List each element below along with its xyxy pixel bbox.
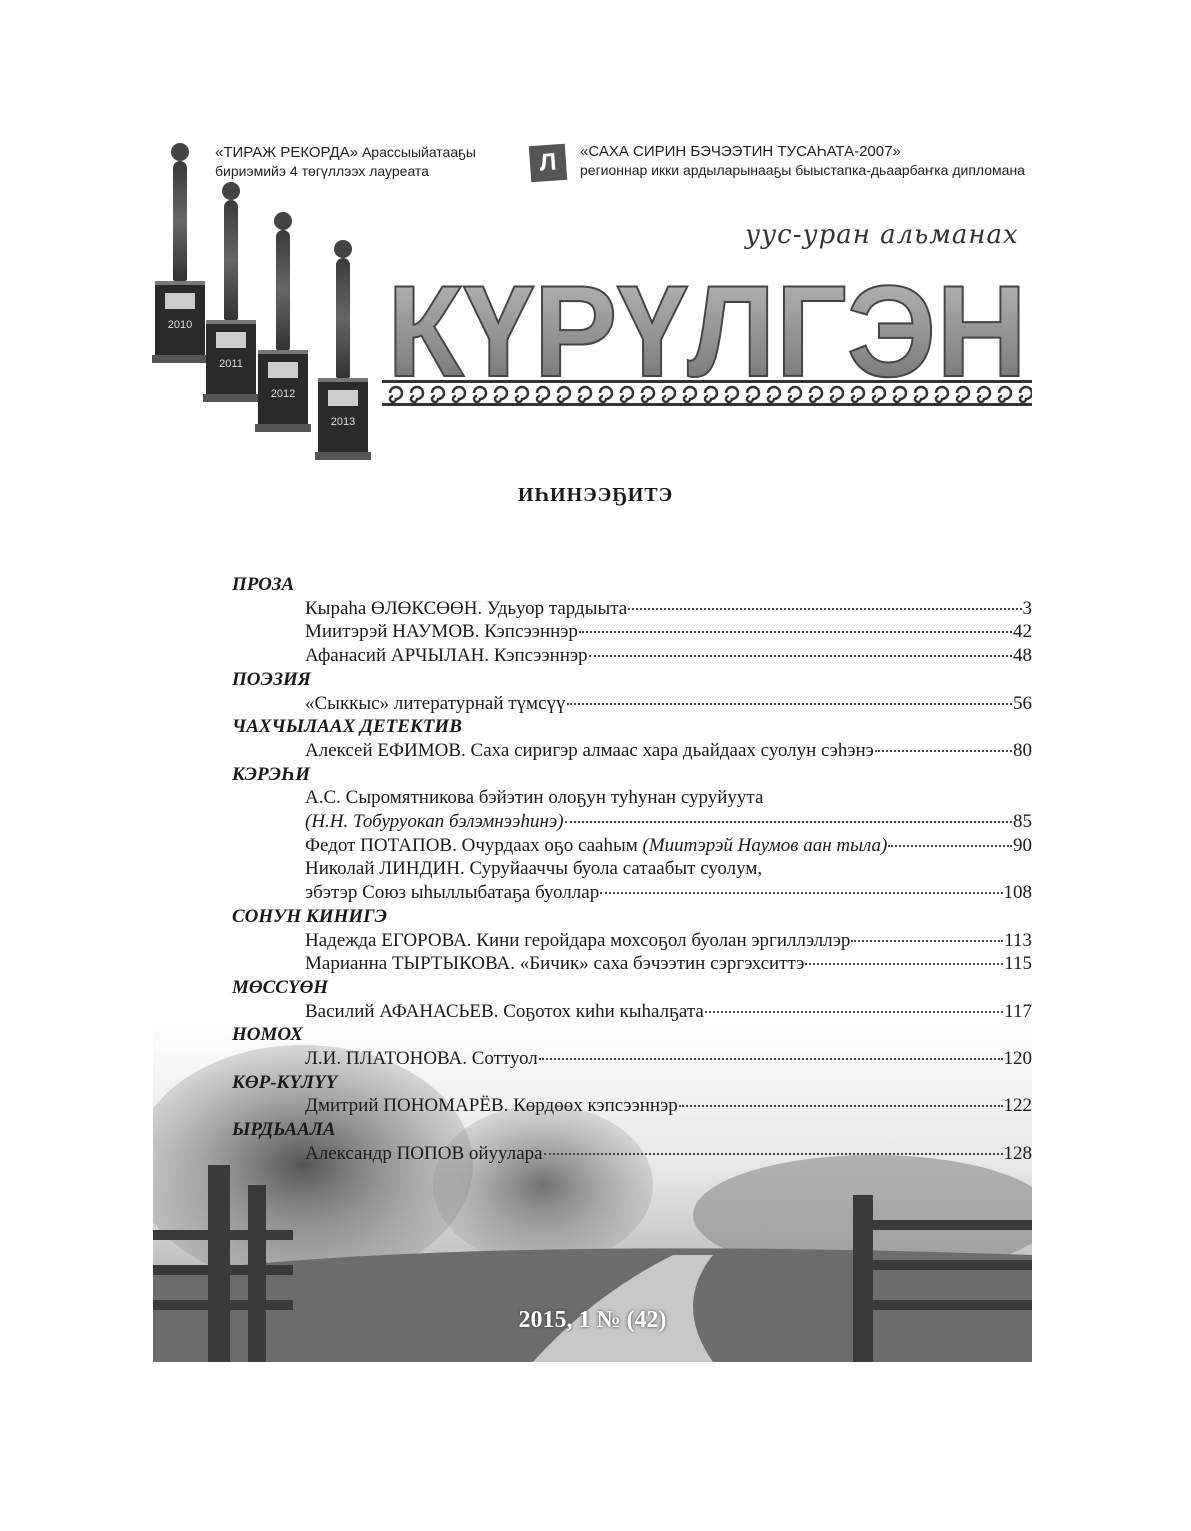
award-title: «ТИРАЖ РЕКОРДА» (215, 144, 359, 161)
ornament-spirals (390, 387, 1032, 402)
toc-entry-line (232, 786, 1032, 810)
toc-entry[interactable] (232, 692, 1032, 716)
page-number: 56 (1013, 692, 1032, 714)
section-heading: КЭРЭҺИ (232, 763, 310, 785)
page-number: 85 (1013, 811, 1032, 833)
entry-title: Миитэрэй НАУМОВ. Кэпсээннэр (305, 621, 578, 643)
dot-leader (544, 1153, 1003, 1155)
page-number: 117 (1004, 1000, 1032, 1022)
toc-title: ИҺИНЭЭҔИТЭ (517, 484, 674, 506)
trophy-year: 2012 (270, 388, 296, 400)
dot-leader (628, 608, 1021, 610)
trophy-image (206, 182, 256, 402)
toc-entry[interactable] (232, 952, 1032, 976)
section-heading: ЧАХЧЫЛААХ ДЕТЕКТИВ (232, 716, 462, 738)
entry-title: Марианна ТЫРТЫКОВА. «Бичик» саха бэчээтин сэргэхситтэ (305, 953, 805, 975)
section-heading: НОМОХ (232, 1024, 303, 1046)
entry-note: (Миитэрэй Наумов аан тыла) (642, 834, 888, 856)
entry-title: Николай ЛИНДИН. Суруйааччы буола сатаабыт суолум, (305, 858, 763, 880)
toc-entry[interactable] (232, 881, 1032, 905)
entry-title: эбэтэр Союз ыһыллыбатаҕа буоллар (305, 882, 600, 904)
trophy-year: 2013 (330, 416, 356, 428)
magazine-logo (382, 258, 1032, 380)
toc-entry[interactable] (232, 1142, 1032, 1166)
entry-title: Алексей ЕФИМОВ. Саха сиригэр алмаас хара дьайдаах суолун сэһэнэ (305, 739, 874, 761)
section-heading: ПРОЗА (232, 574, 295, 595)
page-number: 128 (1003, 1142, 1032, 1164)
dot-leader (875, 750, 1012, 752)
page-number: 120 (1003, 1048, 1032, 1070)
section-heading: ЫРДЬААЛА (232, 1119, 336, 1141)
toc-entry[interactable] (232, 1000, 1032, 1024)
diploma-line2: регионнар икки ардыларынааҕы быыстапка-дьаарбаҥка дипломана (580, 162, 1025, 178)
exhibition-logo: Л (529, 144, 567, 182)
trophy-image (318, 240, 368, 460)
toc-entry[interactable] (232, 739, 1032, 763)
toc-entry[interactable] (232, 644, 1032, 668)
diploma-text (580, 143, 1025, 179)
section-heading: КӨР-КҮЛҮҮ (232, 1071, 338, 1093)
dot-leader (705, 1011, 1003, 1013)
entry-title: А.С. Сыромятникова бэйэтин олоҕун туһунан суруйуута (305, 787, 764, 809)
tagline: уус-уран альманах (745, 220, 1019, 250)
toc-entry[interactable] (232, 620, 1032, 644)
award-line2: бириэмийэ 4 төгүллээх лауреата (215, 163, 429, 179)
section-heading: ПОЭЗИЯ (232, 668, 311, 690)
diploma-title: «САХА СИРИН БЭЧЭЭТИН ТУСАҺАТА-2007» (580, 143, 901, 160)
page-number: 108 (1003, 882, 1032, 904)
logo-title: КҮРҮЛГЭН (387, 258, 1027, 380)
entry-note: (Н.Н. Тобуруокап бэлэмнээһинэ) (305, 811, 564, 833)
award-subtitle: Арассыыйатааҕы (361, 144, 476, 160)
dot-leader (600, 892, 1002, 894)
trophy-year: 2011 (219, 358, 243, 370)
entry-title: Л.И. ПЛАТОНОВА. Соттуол (305, 1048, 538, 1070)
toc-entry[interactable] (232, 810, 1032, 834)
toc-entry[interactable] (232, 1047, 1032, 1071)
dot-leader (589, 655, 1012, 657)
page-number: 3 (1022, 597, 1032, 619)
entry-title: Дмитрий ПОНОМАРЁВ. Көрдөөх кэпсээннэр (305, 1095, 678, 1117)
entry-title: Александр ПОПОВ ойуулара (305, 1142, 543, 1164)
entry-title: Федот ПОТАПОВ. Очурдаах оҕо сааһым (305, 834, 638, 856)
toc-entry[interactable] (232, 597, 1032, 621)
entry-title: Кыраһа ӨЛӨКСӨӨН. Удьуор тардыыта (305, 597, 628, 619)
dot-leader (888, 845, 1012, 847)
table-of-contents (232, 573, 1032, 1166)
toc-entry[interactable] (232, 1094, 1032, 1118)
page-number: 48 (1013, 645, 1032, 667)
dot-leader (567, 703, 1012, 705)
trophy-image (258, 212, 308, 432)
page-number: 122 (1003, 1095, 1032, 1117)
entry-title: Афанасий АРЧЫЛАН. Кэпсээннэр (305, 645, 588, 667)
award-laureate-text (215, 143, 476, 180)
entry-title: «Сыккыс» литературнай түмсүү (305, 692, 566, 714)
entry-title: Надежда ЕГОРОВА. Кини геройдара мохсоҕол буолан эргиллэллэр (305, 929, 851, 951)
ornament-border (382, 380, 1032, 406)
toc-entry-line (232, 857, 1032, 881)
dot-leader (851, 940, 1003, 942)
page-number: 113 (1004, 929, 1032, 951)
dot-leader (679, 1105, 1003, 1107)
toc-entry[interactable] (232, 929, 1032, 953)
page-number: 42 (1013, 621, 1032, 643)
trophy-year: 2010 (167, 319, 193, 331)
trophy-image (155, 143, 205, 363)
entry-title: Василий АФАНАСЬЕВ. Соҕотох киһи кыһалҕата (305, 1000, 704, 1022)
toc-entry[interactable] (232, 834, 1032, 858)
section-heading: МӨССҮӨН (232, 976, 329, 998)
dot-leader (805, 963, 1003, 965)
dot-leader (565, 821, 1012, 823)
page-number: 80 (1013, 739, 1032, 761)
section-heading: СОНУН КИНИГЭ (232, 905, 387, 927)
page-number: 90 (1013, 834, 1032, 856)
page-number: 115 (1004, 953, 1032, 975)
issue-number: 2015, 1 № (42) (518, 1307, 667, 1333)
dot-leader (579, 631, 1012, 633)
dot-leader (539, 1058, 1003, 1060)
